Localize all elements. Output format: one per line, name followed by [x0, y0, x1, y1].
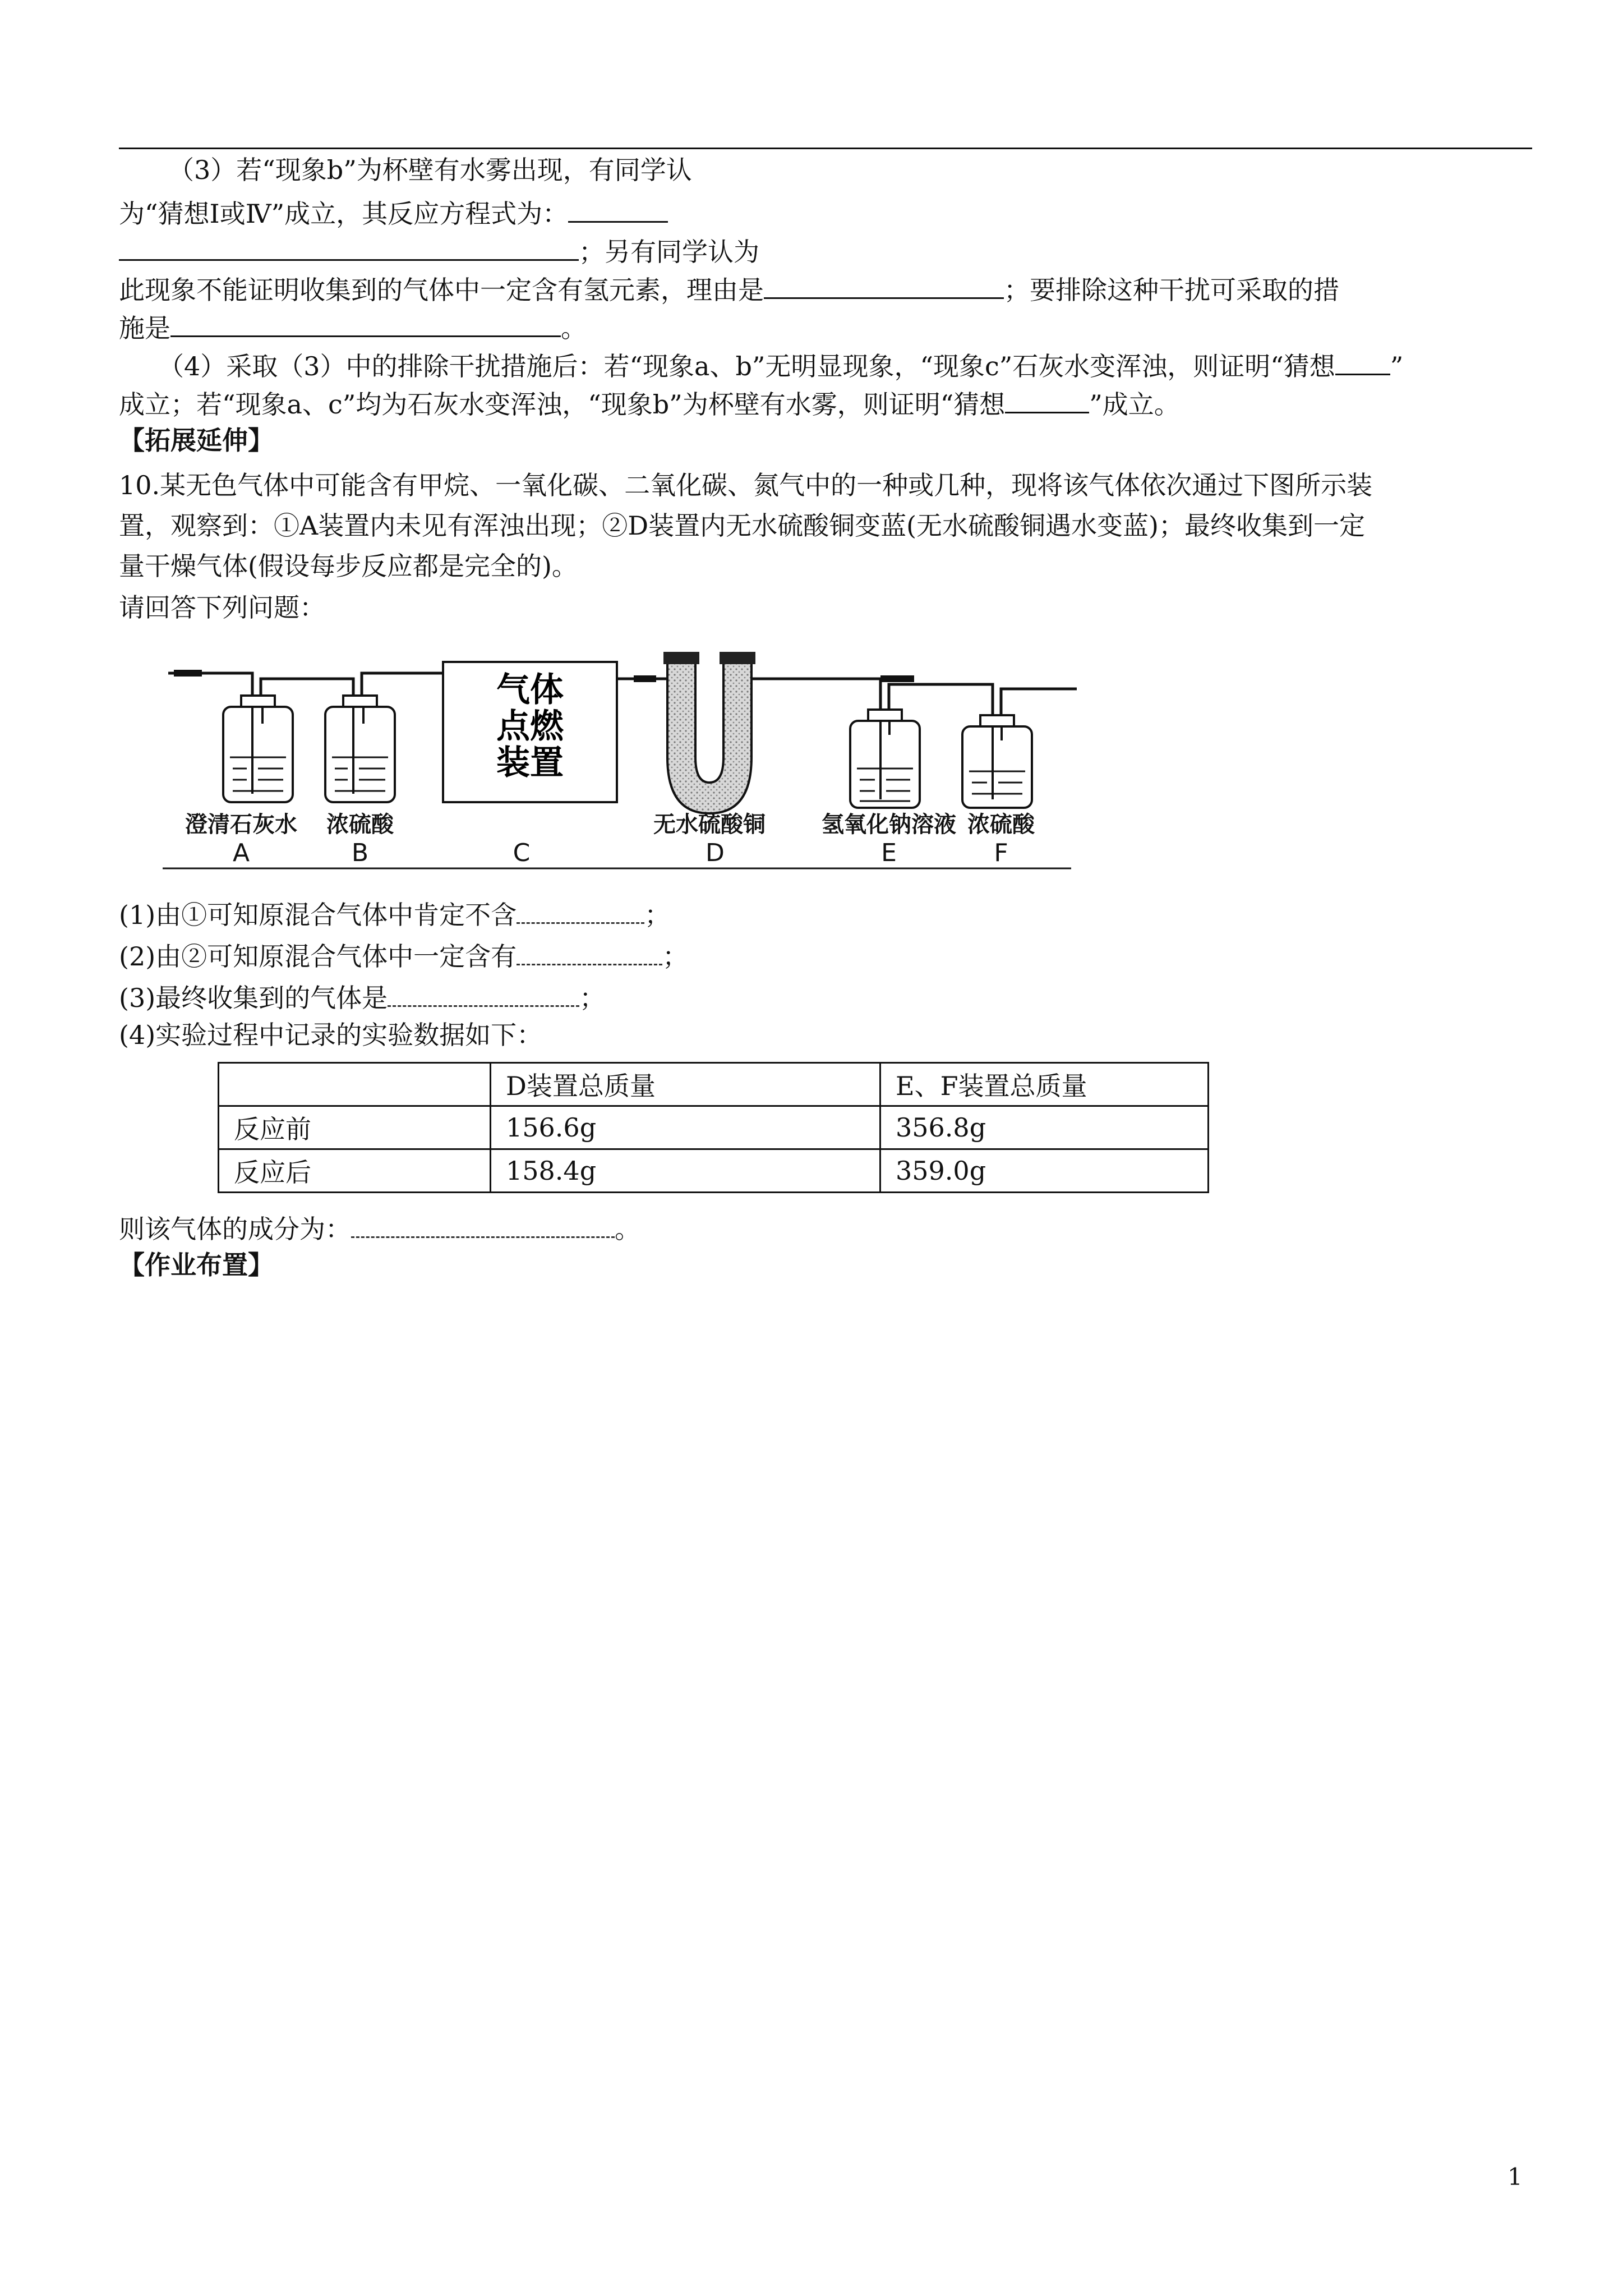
- bottle-e: [850, 710, 920, 808]
- letter-d: D: [706, 839, 725, 867]
- answer-blank[interactable]: [517, 898, 644, 924]
- label-b-reagent: 浓硫酸: [326, 812, 394, 838]
- label-f-reagent: 浓硫酸: [967, 812, 1035, 838]
- q4-line-2: 成立；若“现象a、c”均为石灰水变浑浊，“现象b”为杯壁有水雾，则证明“猜想 ”成立。: [119, 387, 1180, 417]
- ignition-box-c: [443, 662, 617, 802]
- sub-question-3: (3)最终收集到的气体是 ；: [119, 981, 605, 1011]
- sub-question-2: (2)由②可知原混合气体中一定含有 ；: [119, 939, 688, 969]
- q10-line-3: 量干燥气体(假设每步反应都是完全的)。: [119, 551, 578, 581]
- sub-question-4: (4)实验过程中记录的实验数据如下：: [119, 1020, 543, 1050]
- answer-blank[interactable]: [568, 196, 668, 223]
- table-cell: 反应前: [219, 1106, 491, 1149]
- apparatus-diagram: [163, 645, 1077, 869]
- answer-blank[interactable]: [351, 1212, 615, 1238]
- table-header-row: [219, 1063, 1209, 1106]
- header-rule: [119, 148, 1532, 149]
- table-row: [219, 1106, 1209, 1149]
- tube-joint: [880, 675, 914, 682]
- answer-blank[interactable]: [764, 273, 1004, 299]
- table-cell: 反应后: [219, 1149, 491, 1193]
- letter-a: A: [232, 839, 250, 867]
- table-header-cell: E、F装置总质量: [880, 1063, 1209, 1106]
- sub-question-1: (1)由①可知原混合气体中肯定不含 ；: [119, 898, 670, 928]
- tube-inlet: [174, 670, 202, 677]
- label-a-reagent: 澄清石灰水: [185, 812, 297, 838]
- table-header-cell: [219, 1063, 491, 1106]
- section-extend-heading: 【拓展延伸】: [119, 425, 274, 455]
- box-text-3: 装置: [496, 743, 564, 783]
- q3-line-3: ；另有同学认为: [119, 234, 759, 265]
- answer-blank[interactable]: [517, 939, 662, 965]
- letter-c: C: [513, 839, 531, 867]
- q10-line-1: 10.某无色气体中可能含有甲烷、一氧化碳、二氧化碳、氮气中的一种或几种，现将该气体依次通过下图所示装: [119, 470, 1373, 500]
- q3-line-5: 施是 。: [119, 311, 587, 341]
- bottle-a: [223, 696, 293, 802]
- label-e-reagent: 氢氧化钠溶液: [822, 812, 956, 838]
- table-cell: 356.8g: [880, 1106, 1209, 1149]
- q4-line-1: （4）采取（3）中的排除干扰措施后：若“现象a、b”无明显现象，“现象c”石灰水变浑浊，则证明“猜想 ”: [158, 349, 1403, 379]
- letter-f: F: [994, 839, 1008, 867]
- section-homework-heading: 【作业布置】: [119, 1250, 274, 1280]
- answer-blank[interactable]: [119, 234, 579, 261]
- answer-blank[interactable]: [1335, 349, 1390, 375]
- box-text-1: 气体: [496, 670, 564, 710]
- q10-line-2: 置，观察到：①A装置内未见有浑浊出现；②D装置内无水硫酸铜变蓝(无水硫酸铜遇水变蓝)；最终收集到一定: [119, 510, 1365, 541]
- table-cell: 359.0g: [880, 1149, 1209, 1193]
- table-cell: 156.6g: [491, 1106, 880, 1149]
- q3-line-4: 此现象不能证明收集到的气体中一定含有氢元素，理由是 ；要排除这种干扰可采取的措: [119, 273, 1339, 303]
- label-d-reagent: 无水硫酸铜: [653, 812, 766, 838]
- bottle-b: [325, 696, 395, 802]
- connecting-tubes: [168, 673, 1077, 718]
- answer-blank[interactable]: [1005, 387, 1089, 413]
- box-text-2: 点燃: [496, 707, 564, 746]
- conclusion-line: 则该气体的成分为： 。: [119, 1212, 640, 1242]
- q10-line-4: 请回答下列问题：: [119, 592, 325, 623]
- q3-line-2: 为“猜想Ⅰ或Ⅳ”成立，其反应方程式为：: [119, 196, 668, 227]
- table-cell: 158.4g: [491, 1149, 880, 1193]
- tube-joint: [634, 675, 656, 682]
- letter-e: E: [881, 839, 897, 867]
- table-row: [219, 1149, 1209, 1193]
- u-tube-d: [663, 652, 755, 813]
- q3-line-1: （3）若“现象b”为杯壁有水雾出现，有同学认: [168, 155, 692, 185]
- letter-b: B: [351, 839, 369, 867]
- mass-data-table: [218, 1062, 1209, 1193]
- table-header-cell: D装置总质量: [491, 1063, 880, 1106]
- answer-blank[interactable]: [170, 311, 561, 337]
- answer-blank[interactable]: [388, 981, 579, 1007]
- page-number: 1: [1507, 2163, 1523, 2191]
- bottle-f: [962, 715, 1032, 808]
